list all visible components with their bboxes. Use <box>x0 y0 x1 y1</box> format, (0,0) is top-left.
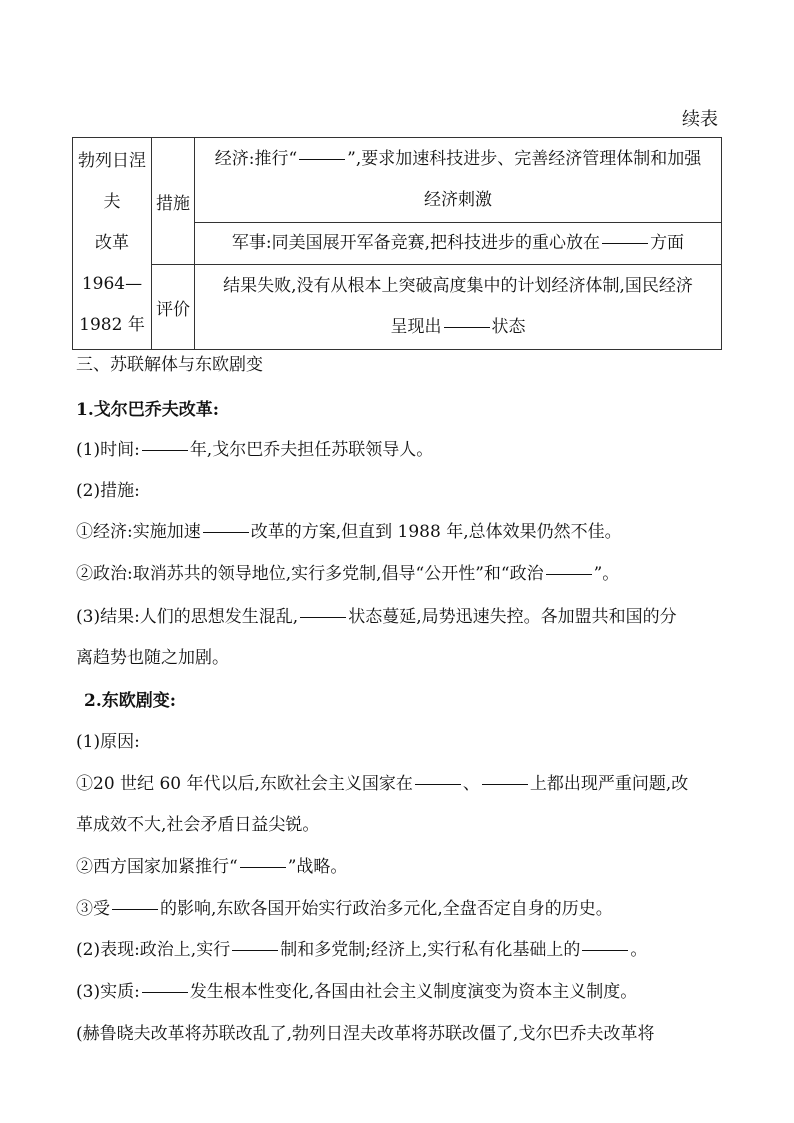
fill-blank[interactable] <box>546 574 592 575</box>
east-europe-heading: 2.东欧剧变: <box>84 691 177 711</box>
row-header-line: 1964— <box>81 274 143 294</box>
gorbachev-result-cont: 离趋势也随之加剧。 <box>76 648 229 668</box>
row-header-brezhnev <box>73 138 152 350</box>
cause-one: ①20 世纪 60 年代以后,东欧社会主义国家在 、 上都出现严重问题,改 <box>76 774 689 794</box>
row-header-line: 1982 年 <box>79 315 145 335</box>
fill-blank[interactable] <box>300 617 346 618</box>
brezhnev-reform-table <box>72 137 722 350</box>
cause-two: ②西方国家加紧推行“ ”战略。 <box>76 857 348 877</box>
gorbachev-heading: 1.戈尔巴乔夫改革: <box>76 400 220 420</box>
gorbachev-politics: ②政治:取消苏共的领导地位,实行多党制,倡导“公开性”和“政治 ”。 <box>76 564 620 584</box>
section-heading: 三、苏联解体与东欧剧变 <box>76 355 263 375</box>
east-europe-causes: (1)原因: <box>76 732 140 752</box>
fill-blank[interactable] <box>582 950 628 951</box>
gorbachev-measures: (2)措施: <box>76 481 140 501</box>
fill-blank[interactable] <box>415 784 461 785</box>
fill-blank[interactable] <box>482 784 528 785</box>
evaluation-cell: 结果失败,没有从根本上突破高度集中的计划经济体制,国民经济 呈现出 状态 <box>195 265 722 350</box>
note-line: (赫鲁晓夫改革将苏联改乱了,勃列日涅夫改革将苏联改僵了,戈尔巴乔夫改革将 <box>76 1024 655 1044</box>
gorbachev-time: (1)时间: 年,戈尔巴乔夫担任苏联领导人。 <box>76 440 434 460</box>
east-europe-performance: (2)表现:政治上,实行 制和多党制;经济上,实行私有化基础上的 。 <box>76 940 648 960</box>
gorbachev-economy: ①经济:实施加速 改革的方案,但直到 1988 年,总体效果仍然不佳。 <box>76 522 622 542</box>
fill-blank[interactable] <box>203 532 249 533</box>
fill-blank[interactable] <box>240 867 286 868</box>
measures-label: 措施 <box>152 138 195 265</box>
row-header-line: 勃列日涅 <box>78 151 146 171</box>
military-measure-cell: 军事:同美国展开军备竞赛,把科技进步的重心放在 方面 <box>195 223 722 265</box>
economy-measure-cell: 经济:推行“ ”,要求加速科技进步、完善经济管理体制和加强 经济刺激 <box>195 138 722 223</box>
row-header-line: 改革 <box>95 233 129 253</box>
fill-blank[interactable] <box>444 327 490 328</box>
fill-blank[interactable] <box>142 450 188 451</box>
fill-blank[interactable] <box>142 992 188 993</box>
cause-three: ③受 的影响,东欧各国开始实行政治多元化,全盘否定自身的历史。 <box>76 899 613 919</box>
gorbachev-result: (3)结果:人们的思想发生混乱, 状态蔓延,局势迅速失控。各加盟共和国的分 <box>76 607 677 627</box>
fill-blank[interactable] <box>299 159 345 160</box>
cause-one-cont: 革成效不大,社会矛盾日益尖锐。 <box>76 815 320 835</box>
row-header-line: 夫 <box>103 192 121 212</box>
fill-blank[interactable] <box>232 950 278 951</box>
continued-label: 续表 <box>682 109 718 130</box>
east-europe-essence: (3)实质: 发生根本性变化,各国由社会主义制度演变为资本主义制度。 <box>76 982 638 1002</box>
evaluation-label: 评价 <box>152 265 195 350</box>
fill-blank[interactable] <box>112 909 158 910</box>
fill-blank[interactable] <box>602 243 648 244</box>
